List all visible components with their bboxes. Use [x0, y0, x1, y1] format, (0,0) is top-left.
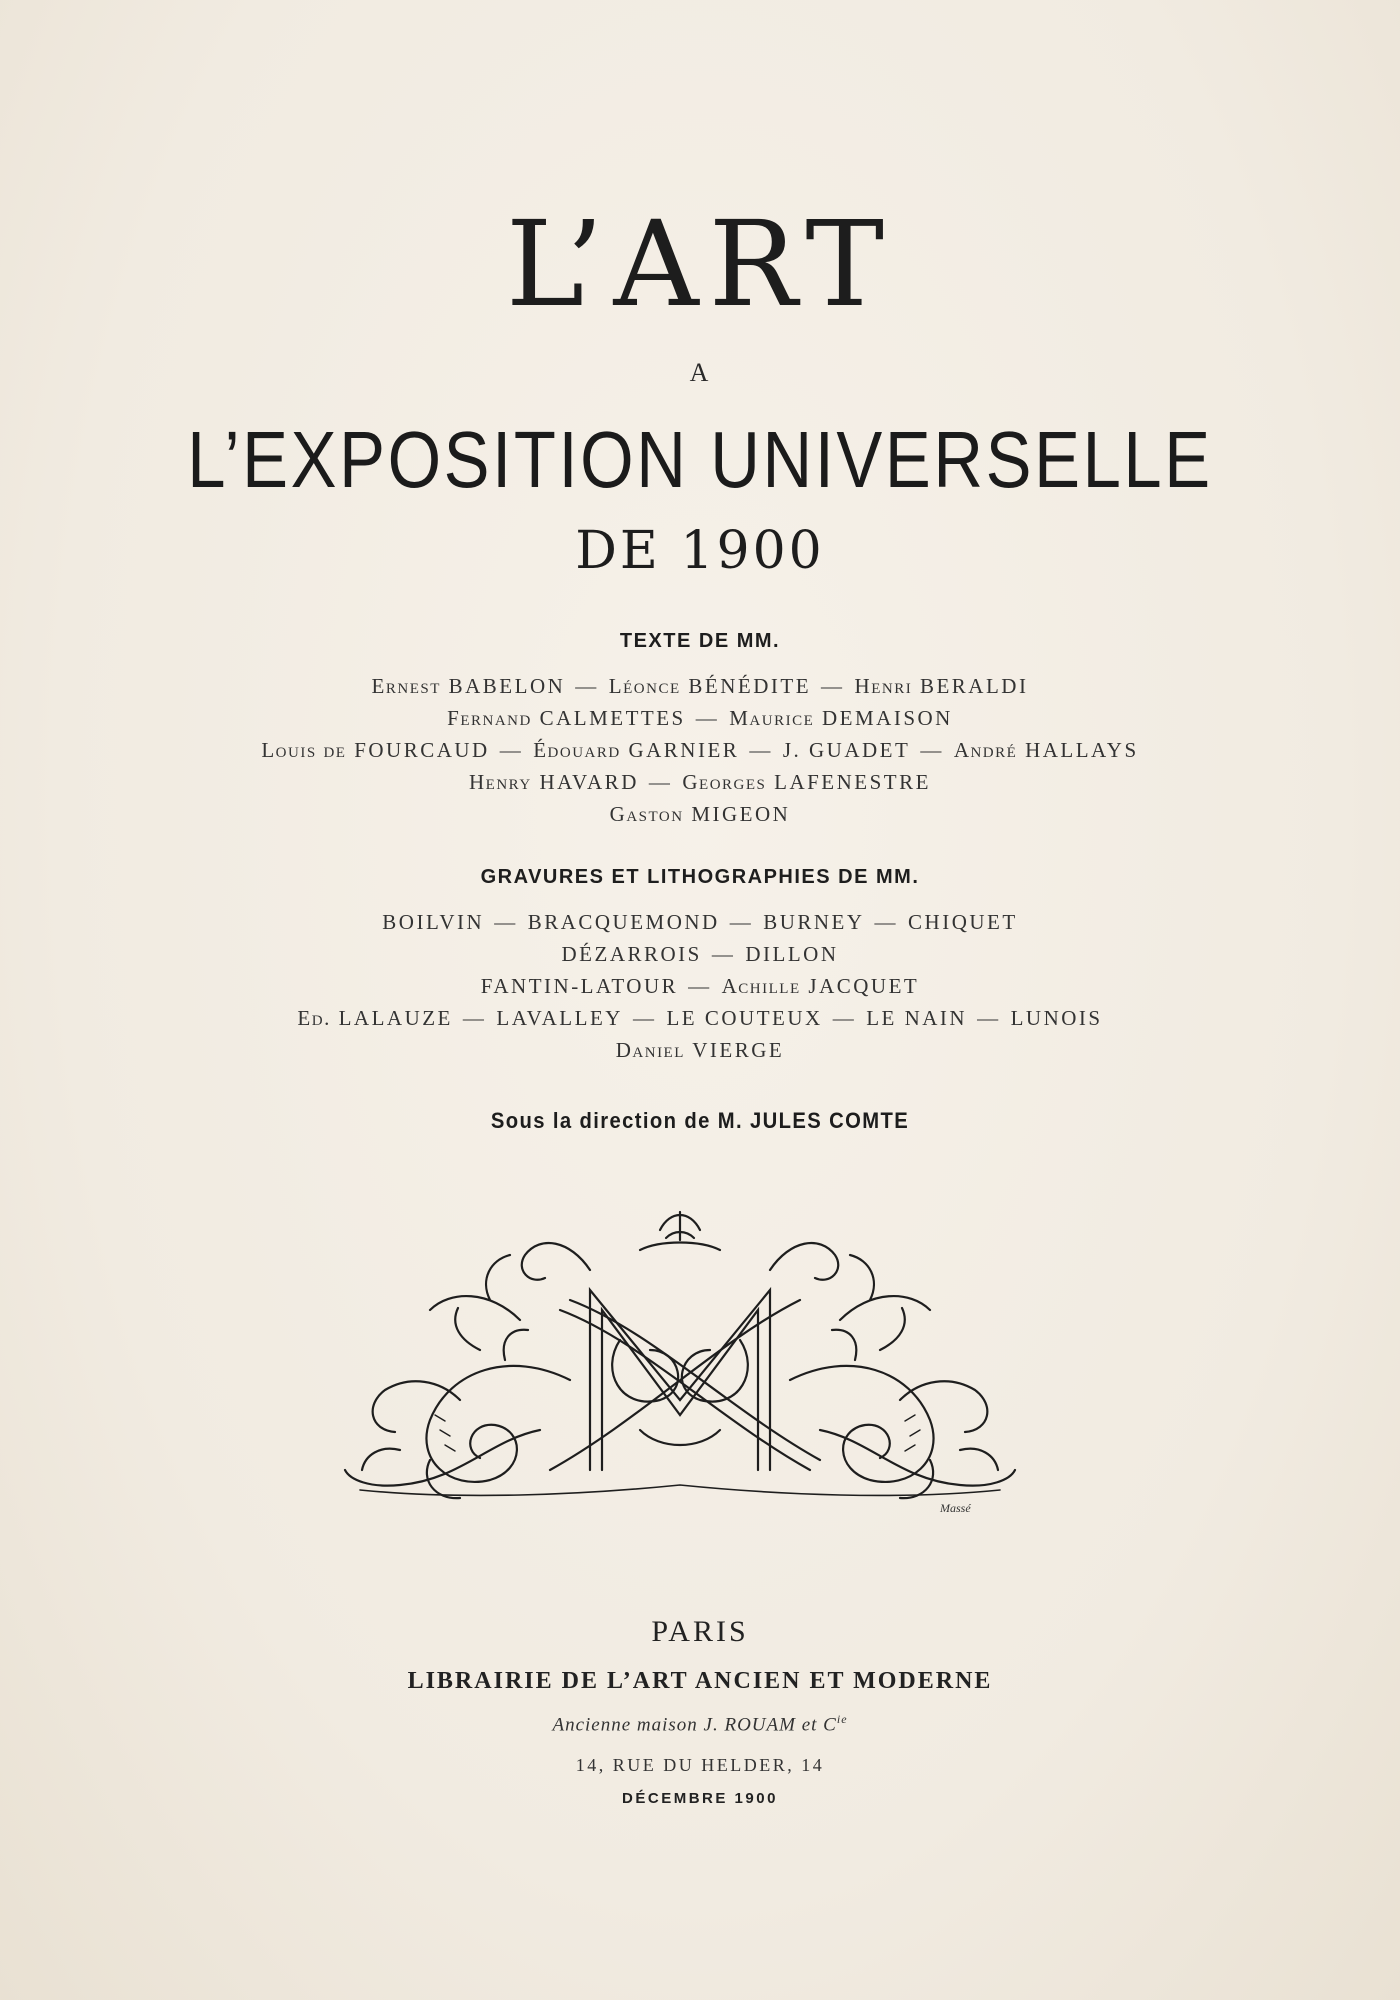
given-name: Édouard [533, 738, 621, 762]
given-name: Georges [682, 770, 767, 794]
direction-line: Sous la direction de M. JULES COMTE [490, 1108, 910, 1133]
title-preposition: A [689, 358, 711, 387]
name-separator: — [494, 910, 518, 934]
surname: LE COUTEUX [666, 1006, 823, 1030]
surname: JACQUET [808, 974, 920, 998]
author-line [0, 708, 1400, 729]
surname: CHIQUET [908, 910, 1018, 934]
name-separator: — [462, 1006, 487, 1030]
name-separator: — [695, 706, 720, 730]
author-line [0, 740, 1400, 761]
surname: DILLON [745, 942, 839, 966]
ornament-signature: Massé [940, 1501, 971, 1515]
name-separator: — [977, 1006, 1001, 1030]
publisher-name: LIBRAIRIE DE L’ART ANCIEN ET MODERNE [407, 1668, 993, 1694]
artist-line [0, 1040, 1400, 1061]
author-line [0, 804, 1400, 825]
given-name: Achille [721, 974, 801, 998]
name-separator: — [711, 942, 736, 966]
given-name: Ernest [371, 674, 441, 698]
surname: BURNEY [763, 910, 865, 934]
name-separator: — [729, 910, 754, 934]
author-line [0, 772, 1400, 793]
artist-line [0, 976, 1400, 997]
surname: DEMAISON [822, 706, 953, 730]
name-separator: — [648, 770, 673, 794]
surname: CALMETTES [539, 706, 686, 730]
surname: LAFENESTRE [774, 770, 931, 794]
name-separator: — [632, 1006, 657, 1030]
surname: HAVARD [539, 770, 639, 794]
artist-line [0, 1008, 1400, 1029]
publication-date: DÉCEMBRE 1900 [622, 1790, 778, 1807]
given-name: Léonce [608, 674, 681, 698]
given-name: Fernand [447, 706, 532, 730]
former-house-sup: ie [836, 1712, 848, 1726]
surname: LAVALLEY [496, 1006, 623, 1030]
name-separator: — [874, 910, 899, 934]
given-name: Maurice [729, 706, 815, 730]
surname: BERALDI [919, 674, 1029, 698]
surname: LE NAIN [866, 1006, 968, 1030]
given-name: Henri [854, 674, 913, 698]
monogram-ornament-icon [340, 1200, 1020, 1520]
publisher-address: 14, RUE DU HELDER, 14 [575, 1755, 825, 1775]
given-name: Ed. [297, 1006, 331, 1030]
name-separator: — [832, 1006, 857, 1030]
given-name: Daniel [615, 1038, 685, 1062]
given-name: Louis de [261, 738, 347, 762]
name-separator: — [920, 738, 944, 762]
surname: FOURCAUD [354, 738, 490, 762]
surname: VIERGE [692, 1038, 785, 1062]
surname: BOILVIN [382, 910, 485, 934]
artist-line [0, 912, 1400, 933]
name-separator: — [688, 974, 712, 998]
surname: MIGEON [691, 802, 791, 826]
title-exposition: L’EXPOSITION UNIVERSELLE [187, 415, 1213, 504]
given-name: André [953, 738, 1018, 762]
gravures-heading: GRAVURES ET LITHOGRAPHIES DE MM. [480, 866, 920, 888]
name-separator: — [499, 738, 524, 762]
author-line [0, 676, 1400, 697]
name-separator: — [821, 674, 845, 698]
surname: BABELON [448, 674, 566, 698]
name-separator: — [575, 674, 599, 698]
surname: J. GUADET [782, 738, 911, 762]
artist-line [0, 944, 1400, 965]
texte-heading: TEXTE DE MM. [619, 630, 781, 652]
publisher-former-house [0, 1712, 1400, 1736]
surname: HALLAYS [1025, 738, 1139, 762]
surname: BÉNÉDITE [688, 674, 812, 698]
given-name: Henry [469, 770, 532, 794]
surname: GARNIER [628, 738, 740, 762]
surname: LALAUZE [338, 1006, 453, 1030]
given-name: Gaston [609, 802, 684, 826]
publisher-city: PARIS [651, 1615, 749, 1648]
title-year: DE 1900 [575, 521, 825, 581]
surname: FANTIN-LATOUR [480, 974, 679, 998]
surname: LUNOIS [1010, 1006, 1103, 1030]
name-separator: — [749, 738, 773, 762]
surname: DÉZARROIS [561, 942, 702, 966]
title-art: L’ART [505, 195, 895, 333]
former-house-text: Ancienne maison J. ROUAM et C [552, 1714, 837, 1736]
surname: BRACQUEMOND [527, 910, 720, 934]
